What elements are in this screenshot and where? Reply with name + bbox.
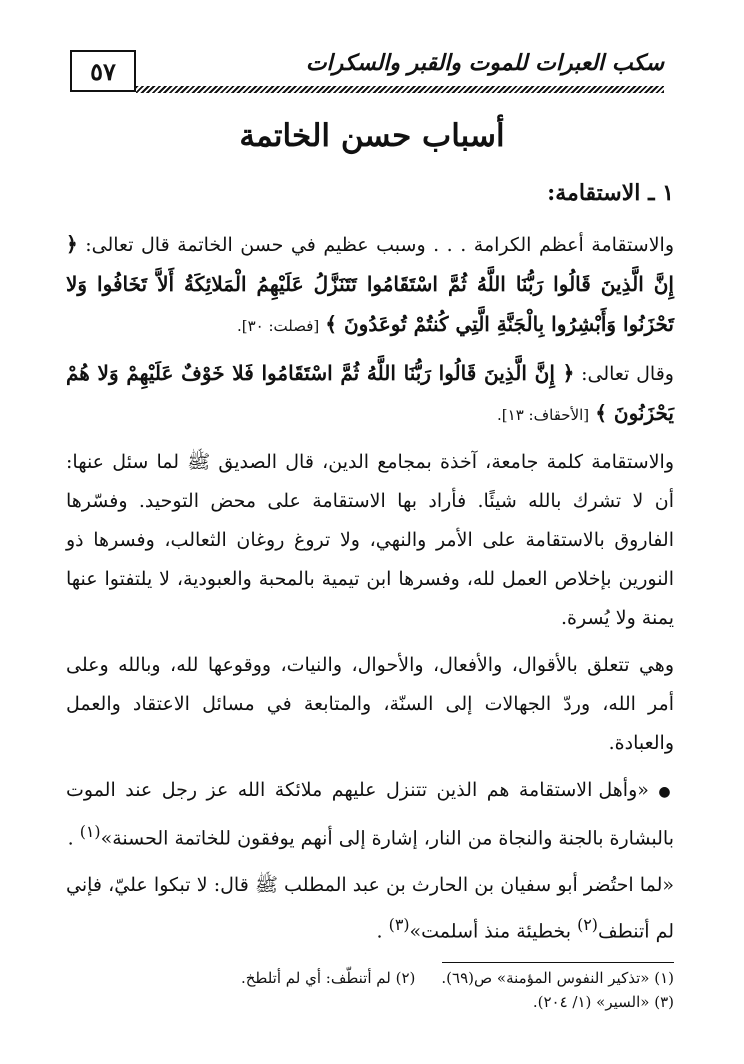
- paragraph-6-end: .: [376, 920, 389, 943]
- paragraph-5-text: «وأهل الاستقامة هم الذين تتنزل عليهم ملائكة الله عز رجل عند الموت بالبشارة بالجنة والنجاة من النار، إشارة إلى أنهم يوفقون للخاتمة الحسنة»: [66, 779, 674, 850]
- paragraph-3: والاستقامة كلمة جامعة، آخذة بمجامع الدين، قال الصديق ﷺ لما سئل عنها: أن لا تشرك بالله شيئًا. فأراد بها الاستقامة على محض التوحيد. وفسّرها الفاروق بالاستقامة على الأمر والنهي، ولا تروغ روغان الثعالب، وفسرها ذو النورين بإخلاص العمل لله، وفسرها ابن تيمية بالمحبة والعبودية، لا يلتفتوا عنها يمنة ولا يُسرة.: [66, 451, 674, 629]
- quran-verse-2: ﴿ إِنَّ الَّذِينَ قَالُوا رَبُّنَا اللَّهُ ثُمَّ اسْتَقَامُوا فَلا خَوْفٌ عَلَيْهِمْ وَلا هُمْ يَحْزَنُونَ ﴾: [66, 361, 674, 425]
- chapter-title: أسباب حسن الخاتمة: [239, 118, 505, 154]
- paragraph-1-intro: والاستقامة أعظم الكرامة . . . وسبب عظيم في حسن الخاتمة قال تعالى:: [85, 234, 674, 256]
- verse-1-reference: [فصلت: ٣٠].: [236, 317, 320, 335]
- paragraph-2-intro: وقال تعالى:: [581, 363, 674, 385]
- footnote-1: (١) «تذكير النفوس المؤمنة» ص(٦٩).: [441, 969, 674, 987]
- verse-2-reference: [الأحقاف: ١٣].: [497, 406, 590, 424]
- paragraph-5-end: .: [67, 827, 80, 850]
- paragraph-2: [66, 354, 674, 435]
- footnote-marker-1: (١): [79, 822, 101, 841]
- running-title: سكب العبرات للموت والقبر والسكرات: [305, 50, 664, 76]
- footnotes: [66, 966, 674, 1014]
- footnote-3: (٣) «السير» (١/ ٢٠٤).: [532, 993, 674, 1011]
- paragraph-5: [66, 771, 674, 858]
- paragraph-6-mid: بخطيئة منذ أسلمت»: [409, 920, 578, 943]
- paragraph-4: وهي تتعلق بالأقوال، والأفعال، والأحوال، والنيات، ووقوعها لله، وبالله وعلى أمر الله، وردّ الجهالات إلى السنّة، والمتابعة في مسائل الاعتقاد والعمل والعبادة.: [66, 654, 674, 754]
- bullet-icon: ●: [658, 784, 674, 800]
- main-text: [66, 174, 674, 960]
- page-number: ٥٧: [70, 50, 136, 92]
- footnote-2: (٢) لم أتنطّف: أي لم أتلطخ.: [240, 969, 416, 987]
- section-heading: ١ ـ الاستقامة:: [547, 180, 674, 206]
- paragraph-1: [66, 225, 674, 346]
- footnote-marker-2: (٢): [577, 915, 598, 935]
- footnote-line-2: [66, 990, 674, 1014]
- footnote-marker-3: (٣): [388, 915, 410, 935]
- footnote-rule: [442, 962, 674, 963]
- page-header: [70, 50, 664, 98]
- footnote-line-1: [66, 966, 674, 990]
- paragraph-6-text: «لما احتُضر أبو سفيان بن الحارث بن عبد المطلب ﷺ قال: لا تبكوا عليّ، فإني لم أتنطف: [66, 874, 674, 943]
- quran-verse-1: ﴿ إِنَّ الَّذِينَ قَالُوا رَبُّنَا اللَّهُ ثُمَّ اسْتَقَامُوا تَتَنَزَّلُ عَلَيْهِمُ الْمَلائِكَةُ أَلاَّ تَخَافُوا وَلا تَحْزَنُوا وَأَبْشِرُوا بِالْجَنَّةِ الَّتِي كُنتُمْ تُوعَدُونَ ﴾: [66, 232, 674, 336]
- header-rule: [136, 86, 664, 93]
- paragraph-6: [66, 866, 674, 951]
